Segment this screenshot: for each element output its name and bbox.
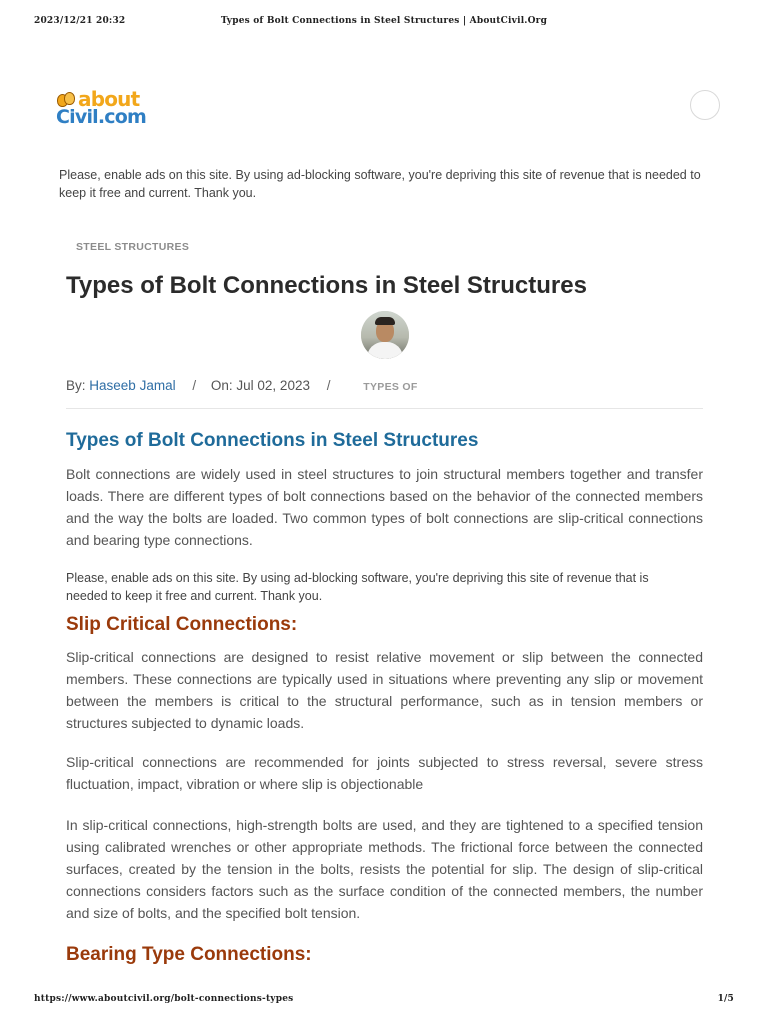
bearing-type-heading: Bearing Type Connections:: [66, 944, 312, 965]
tag-link[interactable]: TYPES OF: [363, 381, 418, 393]
print-page-number: 1/5: [717, 994, 734, 1004]
ad-notice-mid: Please, enable ads on this site. By using ad-blocking software, you're depriving this site of revenue that is needed to keep it free and current. Thank you.: [66, 571, 649, 603]
slip-critical-heading: Slip Critical Connections:: [66, 614, 298, 635]
section-title: Types of Bolt Connections in Steel Structures: [66, 430, 479, 451]
page-title: Types of Bolt Connections in Steel Structures: [66, 272, 587, 299]
byline: [66, 378, 418, 393]
slip-paragraph-1: Slip-critical connections are designed to resist relative movement or slip between the connected members. These connections are typically used in situations where preventing any slip or movement between the members is critical to the structural performance, such as in tension members or structures subjected to dynamic loads.: [66, 649, 703, 731]
byline-separator: /: [326, 378, 331, 393]
avatar[interactable]: [361, 311, 409, 359]
ad-notice-top: Please, enable ads on this site. By using ad-blocking software, you're depriving this site of revenue that is needed to keep it free and current. Thank you.: [59, 168, 701, 200]
menu-circle-icon[interactable]: [690, 90, 720, 120]
author-link[interactable]: Haseeb Jamal: [89, 378, 176, 393]
intro-paragraph: Bolt connections are widely used in steel structures to join structural members together and transfer loads. There are different types of bolt connections based on the behavior of the connected members and the way the bolts are loaded. Two common types of bolt connections are slip-critical connections and bearing type connections.: [66, 466, 703, 548]
category-link[interactable]: STEEL STRUCTURES: [76, 241, 190, 253]
slip-paragraph-2: Slip-critical connections are recommended for joints subjected to stress reversal, severe stress fluctuation, impact, vibration or where slip is objectionable: [66, 754, 703, 792]
logo-civil-text: Civil.com: [56, 106, 146, 128]
by-label: By:: [66, 378, 86, 393]
slip-paragraph-3: In slip-critical connections, high-strength bolts are used, and they are tightened to a specified tension using calibrated wrenches or other appropriate methods. The frictional force between the connected surfaces, created by the tension in the bolts, resists the potential for slip. The design of slip-critical connections considers factors such as the surface condition of the connected members, the number and size of bolts, and the specified bolt tension.: [66, 817, 703, 921]
post-date: Jul 02, 2023: [236, 378, 310, 393]
print-doc-title: Types of Bolt Connections in Steel Structures | AboutCivil.Org: [220, 16, 548, 26]
divider: [66, 408, 703, 409]
site-logo[interactable]: [56, 89, 148, 129]
logo-about-text: about: [78, 87, 140, 111]
print-url: https://www.aboutcivil.org/bolt-connections-types: [34, 994, 294, 1004]
on-label: On:: [210, 378, 233, 393]
print-datetime: 2023/12/21 20:32: [34, 16, 126, 26]
byline-separator: /: [192, 378, 197, 393]
